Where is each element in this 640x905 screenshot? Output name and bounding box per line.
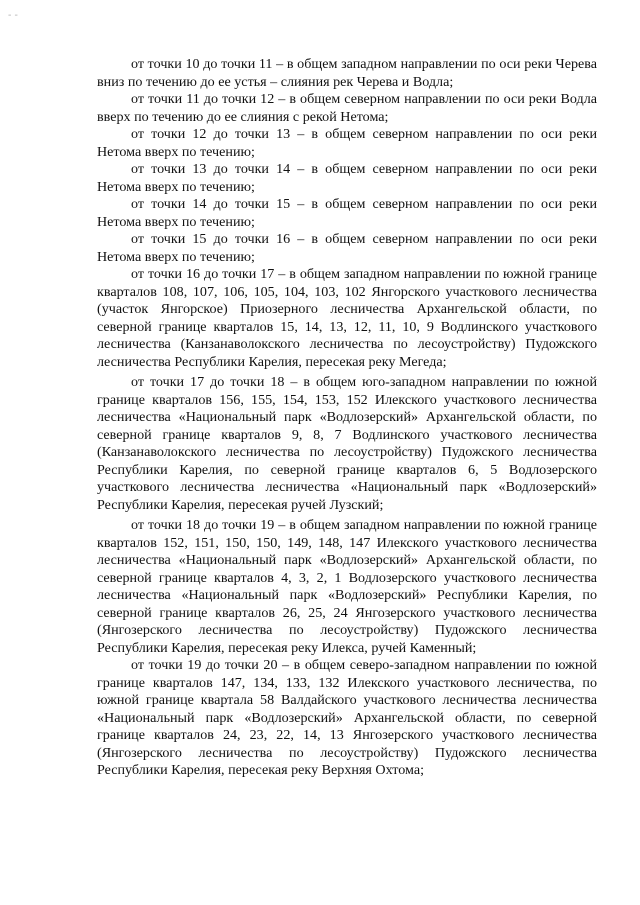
paragraph-point-10-11: от точки 10 до точки 11 – в общем западном направлении по оси реки Черева вниз по течению до ее устья – слияния рек Черева и Водла; xyxy=(97,56,597,90)
paragraph-point-15-16: от точки 15 до точки 16 – в общем северном направлении по оси реки Нетома вверх по течению; xyxy=(97,231,597,265)
paragraph-point-12-13: от точки 12 до точки 13 – в общем северном направлении по оси реки Нетома вверх по течению; xyxy=(97,126,597,160)
paragraph-point-16-17: от точки 16 до точки 17 – в общем западном направлении по южной границе кварталов 108, 107, 106, 105, 104, 103, 102 Янгорского участкового лесничества (участок Янгорское) Приозерного лесничества Архангельской области, по северной границе кварталов 15, 14, 13, 12, 11, 10, 9 Водлинского участкового лесничества (Канзанаволокского лесничества по лесоустройству) Пудожского лесничества Республики Карелия, пересекая реку Мегеда; xyxy=(97,266,597,370)
document-body xyxy=(97,56,597,780)
paragraph-point-17-18: от точки 17 до точки 18 – в общем юго-западном направлении по южной границе кварталов 156, 155, 154, 153, 152 Илекского участкового лесничества лесничества «Национальный парк «Водлозерский» Архангельской области, по северной границе кварталов 9, 8, 7 Водлинского участкового лесничества (Канзанаволокского лесничества по лесоустройству) Пудожского лесничества Республики Карелия, по северной границе кварталов 6, 5 Водлозерского участкового лесничества лесничества «Национальный парк «Водлозерский» Республики Карелия, пересекая ручей Лузский; xyxy=(97,374,597,513)
scan-corner-mark: - - xyxy=(8,10,18,21)
paragraph-point-14-15: от точки 14 до точки 15 – в общем северном направлении по оси реки Нетома вверх по течению; xyxy=(97,196,597,230)
paragraph-point-19-20: от точки 19 до точки 20 – в общем северо-западном направлении по южной границе кварталов 147, 134, 133, 132 Илекского участкового лесничества, по южной границе квартала 58 Валдайского участкового лесничества лесничества «Национальный парк «Водлозерский» Архангельской области, по северной границе кварталов 24, 23, 22, 14, 13 Янгозерского участкового лесничества (Янгозерского лесничества по лесоустройству) Пудожского лесничества Республики Карелия, пересекая реку Верхняя Охтома; xyxy=(97,657,597,778)
paragraph-point-13-14: от точки 13 до точки 14 – в общем северном направлении по оси реки Нетома вверх по течению; xyxy=(97,161,597,195)
paragraph-point-18-19: от точки 18 до точки 19 – в общем западном направлении по южной границе кварталов 152, 151, 150, 150, 149, 148, 147 Илекского участкового лесничества лесничества «Национальный парк «Водлозерский» Архангельской области, по северной границе кварталов 4, 3, 2, 1 Водлозерского участкового лесничества лесничества «Национальный парк «Водлозерский» Республики Карелия, по северной границе кварталов 26, 25, 24 Янгозерского участкового лесничества (Янгозерского лесничества по лесоустройству) Пудожского лесничества Республики Карелия, пересекая реку Илекса, ручей Каменный; xyxy=(97,517,597,656)
paragraph-point-11-12: от точки 11 до точки 12 – в общем северном направлении по оси реки Водла вверх по течению до ее слияния с рекой Нетома; xyxy=(97,91,597,125)
